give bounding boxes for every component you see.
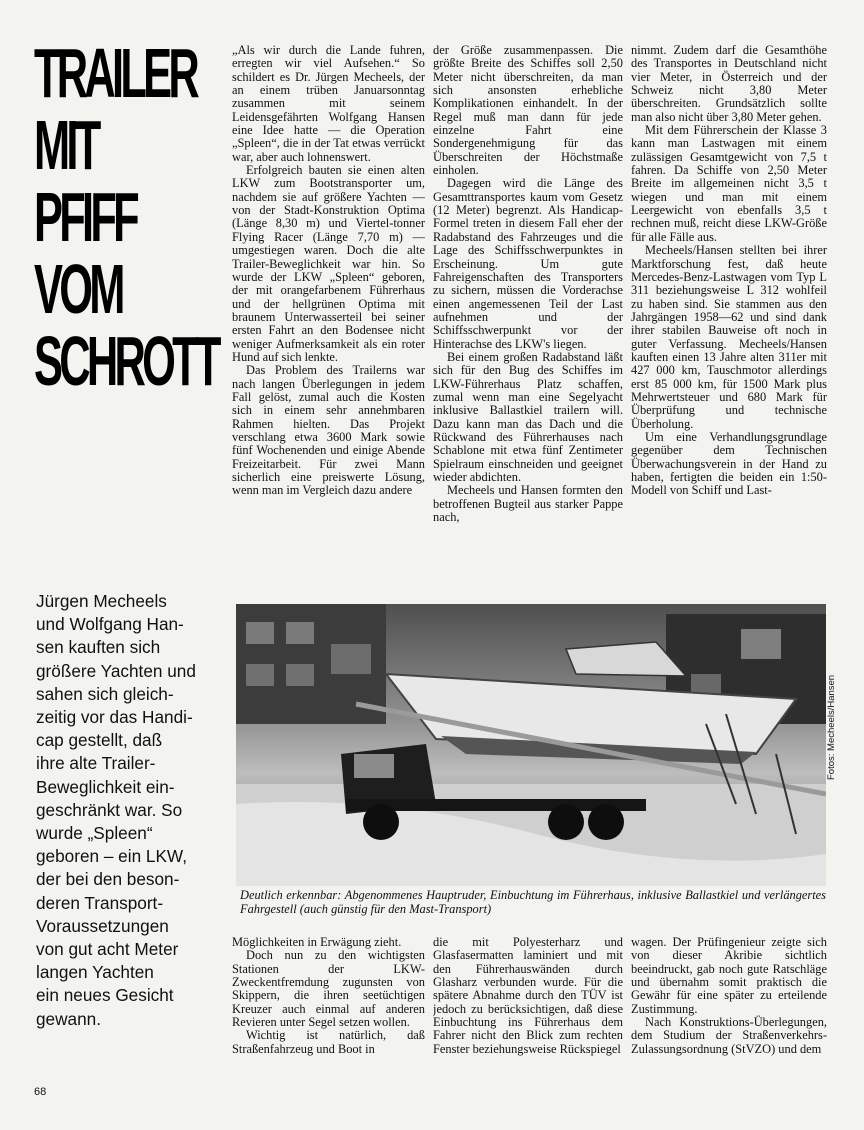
paragraph: Mecheels/Hansen stellten bei ihrer Marktforschung fest, daß heute Mercedes-Benz-Lastwagen vom Typ L 311 beziehungsweise L 312 wohlfeil zu haben sind. Sie stammen aus den Jahrgängen 1958—62 und sind dank ihrer stabilen Bauweise oft noch in guter Verfassung. Mecheels/Hansen kauften einen 13 Jahre alten 311er mit 427 000 km, Tauschmotor allerdings erst 85 000 km, für 1500 Mark plus Mehrwertsteuer und 680 Mark für Überprüfung und technische Überholung. (631, 243, 827, 431)
article-column-1 (232, 44, 425, 584)
article-column-3 (631, 44, 827, 584)
teaser-line: sahen sich gleich- (36, 683, 174, 704)
paragraph: der Größe zusammenpassen. Die größte Breite des Schiffes soll 2,50 Meter nicht überschreiten, da man sich ansonsten erhebliche Komplikationen einhandelt. In der Regel muß man dann für jede einzelne Fahrt eine Sondergenehmigung für das Überschreiten der Höchstmaße einholen. (433, 44, 623, 178)
teaser-line: der bei den beson- (36, 869, 180, 890)
paragraph: Doch nun zu den wichtigsten Stationen der LKW-Zweckentfremdung zugunsten von Skippern, die ihren seetüchtigen Kreuzer auch einmal auf anderen Revieren unter Segel setzen wollen. (232, 948, 425, 1030)
teaser-line: zeitig vor das Handi- (36, 707, 193, 728)
teaser-line: von gut acht Meter (36, 939, 179, 960)
article-column-4 (232, 936, 425, 1096)
paragraph: Wichtig ist natürlich, daß Straßenfahrzeug und Boot in (232, 1028, 425, 1056)
paragraph: Nach Konstruktions-Überlegungen, dem Studium der Straßenverkehrs-Zulassungsordnung (StVZO) und dem (631, 1015, 827, 1056)
headline-line: PFIFF (34, 178, 136, 256)
teaser-line: geboren – ein LKW, (36, 846, 187, 867)
teaser-line: Jürgen Mecheels (36, 591, 167, 611)
page-number: 68 (34, 1086, 47, 1098)
photo-illustration (236, 604, 826, 886)
photo-caption: Deutlich erkennbar: Abgenommenes Hauptruder, Einbuchtung im Führerhaus, inklusive Ballastkiel und verlängertes Fahrgestell (auch günstig für den Mast-Transport) (240, 888, 826, 916)
teaser-line: gewann. (36, 1008, 101, 1029)
paragraph: Um eine Verhandlungsgrundlage gegenüber dem Technischen Überwachungsverein in der Hand zu haben, fertigten die beiden ein 1:50-Modell von Schiff und Last- (631, 429, 827, 498)
teaser-line: langen Yachten (36, 962, 154, 983)
paragraph: „Als wir durch die Lande fuhren, erregten wir viel Aufsehen.“ So schildert es Dr. Jürgen Mecheels, der an einem trüben Januarsonntag zusammen mit seinem Leidensgefährten Wolfgang Hansen eine Idee hatte — die Operation „Spleen“, die in der Tat etwas verrückt war, aber auch lohnenswert. (232, 44, 425, 164)
teaser-line: geschränkt war. So (36, 799, 183, 820)
teaser-line: ihre alte Trailer- (36, 753, 156, 774)
headline-line: TRAILER (34, 34, 197, 112)
teaser-line: Beweglichkeit ein- (36, 776, 175, 797)
paragraph: die mit Polyesterharz und Glasfasermatten laminiert und mit den Führerhauswänden durch Glasharz verbunden wurde. Für die spätere Abnahme durch den TÜV ist jedoch zu berücksichtigen, daß diese Einbuchtung ins Führerhaus dem Fahrer nicht den Blick zum rechten Fenster beziehungsweise Rückspiegel (433, 936, 623, 1056)
teaser-line: Voraussetzungen (36, 915, 169, 936)
article-column-5 (433, 936, 623, 1096)
teaser-line: deren Transport- (36, 892, 164, 913)
teaser-line: wurde „Spleen“ (36, 823, 153, 844)
article-column-2 (433, 44, 623, 584)
teaser-line: größere Yachten und (36, 660, 196, 681)
paragraph: Bei einem großen Radabstand läßt sich für den Bug des Schiffes im LKW-Führerhaus Platz schaffen, zumal wenn man eine Segelyacht inklusive Ballastkiel trailern will. Dazu kann man das Dach und die Rückwand des Führerhauses nach Schablone mit etwa fünf Zentimeter Spielraum einschneiden und geeignet wieder abdichten. (433, 349, 623, 484)
teaser-line: und Wolfgang Han- (36, 614, 184, 635)
headline-line: VOM (34, 250, 122, 328)
headline-line: MIT (34, 106, 98, 184)
paragraph: wagen. Der Prüfingenieur zeigte sich von dieser Akribie sichtlich beeindruckt, gab noch gute Ratschläge und übernahm somit praktisch die Gewähr für eine später zu erteilende Zustimmung. (631, 936, 827, 1016)
paragraph: Erfolgreich bauten sie einen alten LKW zum Bootstransporter um, nachdem sie auf größere Yachten — von der Stadt-Konstruktion Optima (Länge 8,30 m) und Viertel-tonner Flying Racer (Länge 7,70 m) — umgestiegen waren. Doch die alte Trailer-Beweglichkeit war hin. So wurde der LKW „Spleen“ geboren, der mit orangefarbenem Führerhaus und der hellgrünen Optima mit braunem Unterwasserteil bei seiner ersten Fahrt an den Bodensee nicht weniger Aufmerksamkeit als ein roter Hund auf sich lenkte. (232, 163, 425, 364)
truck-boat-photo (236, 604, 826, 886)
teaser-line: sen kauften sich (36, 637, 161, 658)
paragraph: Möglichkeiten in Erwägung zieht. (232, 936, 402, 949)
paragraph: Dagegen wird die Länge des Gesamttransportes kaum vom Gesetz (12 Meter) begrenzt. Als Handicap-Formel treten in diesem Fall eher der Radabstand des Fahrzeuges und die Lage des Schiffsschwerpunktes in Erscheinung. Um gute Fahreigenschaften des Transporters zu sichern, müssen die Vorderachse einen angemessenen Teil der Last aufnehmen und der Schiffsschwerpunkt vor der Hinterachse des LKW's liegen. (433, 176, 623, 351)
article-column-6 (631, 936, 827, 1096)
teaser-line: cap gestellt, daß (36, 730, 163, 751)
photo-credit-text: Fotos: Mecheels/Hansen (826, 674, 837, 780)
teaser-line: ein neues Gesicht (36, 985, 174, 1006)
paragraph: nimmt. Zudem darf die Gesamthöhe des Transportes in Deutschland nicht vier Meter, in Österreich und der Schweiz nicht 3,80 Meter überschreiten. Grundsätzlich sollte man also nicht über 3,80 Meter gehen. (631, 44, 827, 124)
headline (34, 34, 218, 400)
paragraph: Mecheels und Hansen formten den betroffenen Bugteil aus starker Pappe nach, (433, 483, 623, 525)
headline-line: SCHROTT (34, 322, 218, 400)
teaser-text (36, 590, 232, 1031)
paragraph: Das Problem des Trailerns war nach langen Überlegungen in jedem Fall gelöst, zumal auch die Kosten sich in einem sehr annehmbaren Rahmen hielten. Das Projekt verschlang etwa 3600 Mark sowie fünf Wochenenden und einige Abende Freizeitarbeit. Für zwei Mann sicherlich eine preiswerte Lösung, wenn man im Vergleich dazu andere (232, 363, 425, 498)
paragraph: Mit dem Führerschein der Klasse 3 kann man Lastwagen mit einem zulässigen Gesamtgewicht von 7,5 t fahren. Da Schiffe von 2,50 Meter Breite im allgemeinen nicht 3,5 t wiegen und man mit einem Leergewicht von ebenfalls 3,5 t rechnen muß, reicht diese LKW-Größe für alle Fälle aus. (631, 123, 827, 244)
